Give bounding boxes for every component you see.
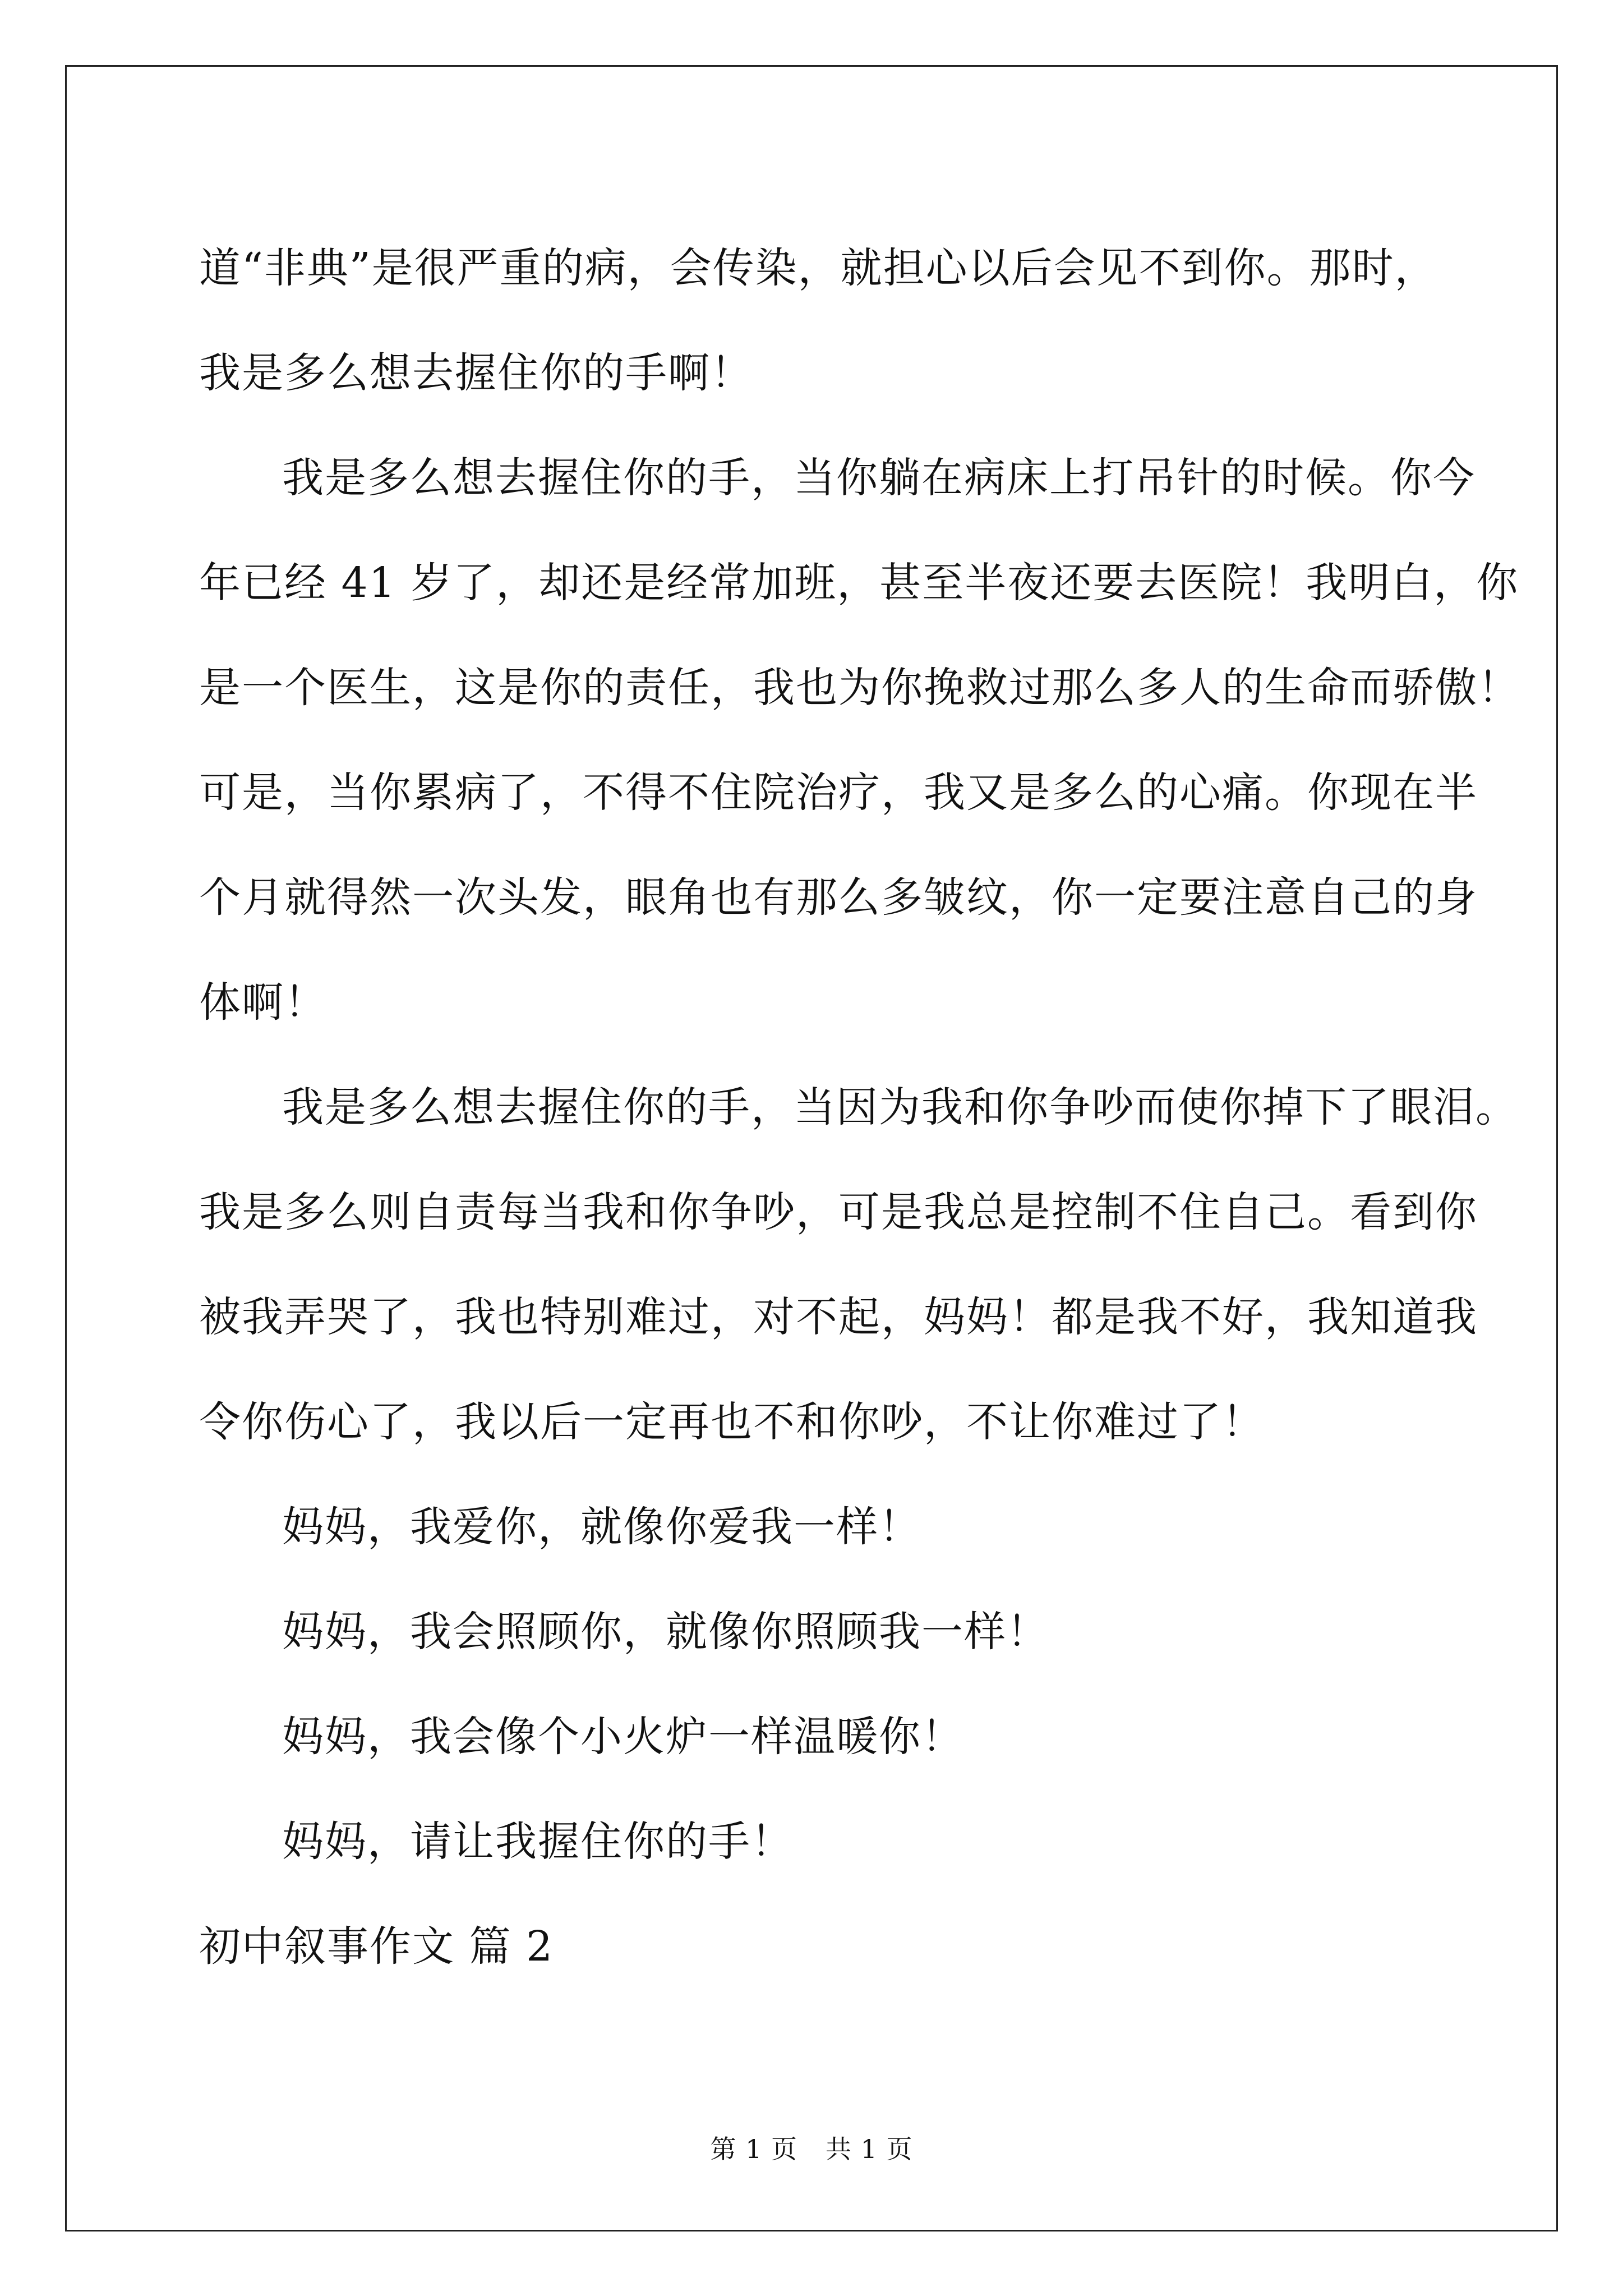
page-footer [0, 2129, 1623, 2166]
text-line-2 [199, 321, 1422, 426]
line-text: 我是多么则自责每当我和你争吵，可是我总是控制不住自己。看到你 [199, 1188, 1478, 1236]
text-line-14 [199, 1580, 1422, 1685]
text-line-5 [199, 636, 1520, 740]
line-text: 妈妈，我会像个小火炉一样温暖你！ [282, 1713, 964, 1761]
heading-text: 初中叙事作文 篇 2 [199, 1922, 554, 1971]
line-text: 是一个医生，这是你的责任，我也为你挽救过那么多人的生命而骄傲！ [199, 664, 1520, 712]
text-line-11 [199, 1265, 1478, 1370]
text-line-6 [199, 740, 1478, 845]
line-text: 妈妈，请让我握住你的手！ [282, 1818, 794, 1866]
line-text: 被我弄哭了，我也特别难过，对不起，妈妈！都是我不好，我知道我 [199, 1293, 1478, 1341]
page-number-current: 第 1 页 [710, 2134, 797, 2164]
text-line-13 [199, 1475, 1422, 1580]
text-line-3 [199, 426, 1476, 531]
text-line-8 [199, 950, 1422, 1055]
line-text: 可是，当你累病了，不得不住院治疗，我又是多么的心痛。你现在半 [199, 769, 1478, 817]
text-line-12 [199, 1370, 1422, 1475]
line-text: 我是多么想去握住你的手，当因为我和你争吵而使你掉下了眼泪。 [282, 1083, 1518, 1131]
line-text: 道“非典”是很严重的病，会传染，就担心以后会见不到你。那时， [199, 244, 1437, 292]
text-line-4 [199, 531, 1519, 636]
line-text: 体啊！ [199, 978, 327, 1027]
text-line-15 [199, 1685, 1422, 1789]
text-line-1 [199, 216, 1437, 321]
line-text: 个月就得然一次头发，眼角也有那么多皱纹，你一定要注意自己的身 [199, 873, 1478, 922]
line-text: 我是多么想去握住你的手，当你躺在病床上打吊针的时候。你今 [282, 454, 1476, 502]
line-text: 妈妈，我爱你，就像你爱我一样！ [282, 1503, 921, 1551]
line-text: 年已经 41 岁了，却还是经常加班，甚至半夜还要去医院！我明白，你 [199, 559, 1519, 607]
line-text: 妈妈，我会照顾你，就像你照顾我一样！ [282, 1608, 1049, 1656]
text-line-9 [199, 1055, 1518, 1160]
text-line-7 [199, 845, 1478, 950]
page-number-total: 共 1 页 [826, 2134, 913, 2164]
document-body [199, 216, 1520, 1999]
line-text: 我是多么想去握住你的手啊！ [199, 349, 753, 397]
line-text: 令你伤心了，我以后一定再也不和你吵，不让你难过了！ [199, 1398, 1265, 1446]
text-line-10 [199, 1160, 1478, 1265]
section-heading [199, 1894, 1422, 1999]
text-line-16 [199, 1789, 1422, 1894]
